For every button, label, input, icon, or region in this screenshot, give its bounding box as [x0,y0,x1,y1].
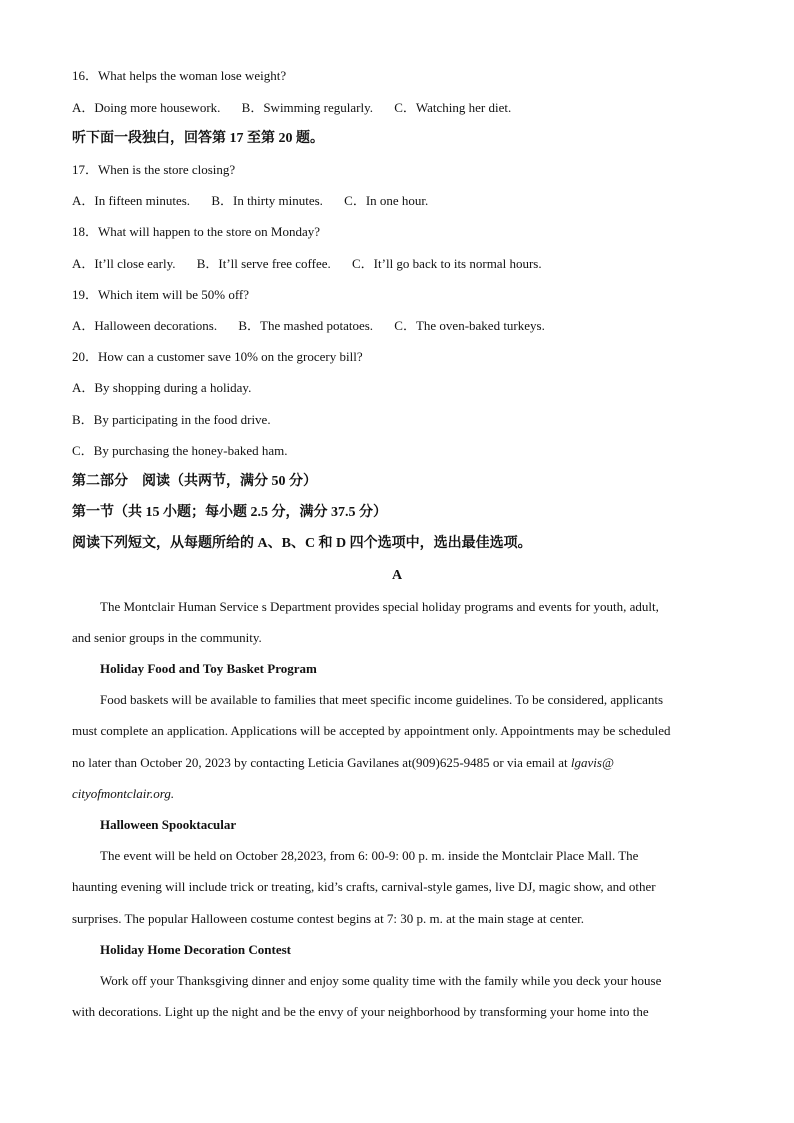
question-20-option-c: C．By purchasing the honey-baked ham. [72,443,288,458]
question-20-option-b: B．By participating in the food drive. [72,412,271,427]
heading-home-decoration-contest: Holiday Home Decoration Contest [100,942,292,957]
decoration-line-1: Work off your Thanksgiving dinner and enjoy some quality time with the family while you deck your house [100,973,662,988]
option-a: A．In fifteen minutes. [72,193,191,208]
food-basket-line-2: must complete an application. Applications will be accepted by appointment only. Appointments may be scheduled [72,723,671,738]
halloween-line-2: haunting evening will include trick or treating, kid’s crafts, carnival-style games, live DJ, magic show, and other [72,879,656,894]
halloween-line-3: surprises. The popular Halloween costume contest begins at 7: 30 p. m. at the main stage at center. [72,911,585,926]
option-b: B．Swimming regularly. [241,100,373,115]
passage-letter: A [391,568,403,583]
section-heading-listening: 听下面一段独白，回答第 17 至第 20 题。 [72,131,324,146]
question-16-options [72,99,529,117]
option-c: C．The oven-baked turkeys. [394,318,545,333]
option-c: C．In one hour. [344,193,429,208]
email-link-part-1[interactable]: lgavis@ [570,755,614,770]
email-link-part-2[interactable]: cityofmontclair.org. [72,786,175,801]
food-basket-line-1: Food baskets will be available to families that meet specific income guidelines. To be considered, applicants [100,692,664,707]
question-18-options [72,255,560,273]
heading-food-toy-basket: Holiday Food and Toy Basket Program [100,661,317,676]
option-b: B．The mashed potatoes. [238,318,374,333]
reading-instruction: 阅读下列短文，从每题所给的 A、B、C 和 D 四个选项中，选出最佳选项。 [72,536,532,551]
intro-line-2: and senior groups in the community. [72,630,262,645]
decoration-line-2: with decorations. Light up the night and be the envy of your neighborhood by transforming your home into the [72,1004,649,1019]
halloween-line-1: The event will be held on October 28,2023, from 6: 00-9: 00 p. m. inside the Montclair Place Mall. The [100,848,639,863]
option-a: A．It’ll close early. [72,256,176,271]
section-one-heading: 第一节（共 15 小题；每小题 2.5 分，满分 37.5 分） [72,505,387,520]
option-b: B．It’ll serve free coffee. [196,256,331,271]
option-a: A．Doing more housework. [72,100,221,115]
food-basket-line-3 [72,754,614,772]
question-20-option-a: A．By shopping during a holiday. [72,380,252,395]
food-basket-text: no later than October 20, 2023 by contacting Leticia Gavilanes at(909)625-9485 or via email at [72,755,568,770]
question-16: 16．What helps the woman lose weight? [72,68,287,83]
part-two-heading: 第二部分 阅读（共两节，满分 50 分） [72,474,317,489]
option-c: C．Watching her diet. [394,100,512,115]
option-a: A．Halloween decorations. [72,318,218,333]
question-20: 20．How can a customer save 10% on the grocery bill? [72,349,363,364]
question-19-options [72,317,563,335]
question-17: 17．When is the store closing? [72,162,236,177]
question-19: 19．Which item will be 50% off? [72,287,250,302]
intro-line-1: The Montclair Human Service s Department provides special holiday programs and events for youth, adult, [100,599,659,614]
option-b: B．In thirty minutes. [211,193,323,208]
option-c: C．It’ll go back to its normal hours. [352,256,542,271]
question-17-options [72,192,446,210]
question-18: 18．What will happen to the store on Monday? [72,224,321,239]
heading-halloween-spooktacular: Halloween Spooktacular [100,817,237,832]
